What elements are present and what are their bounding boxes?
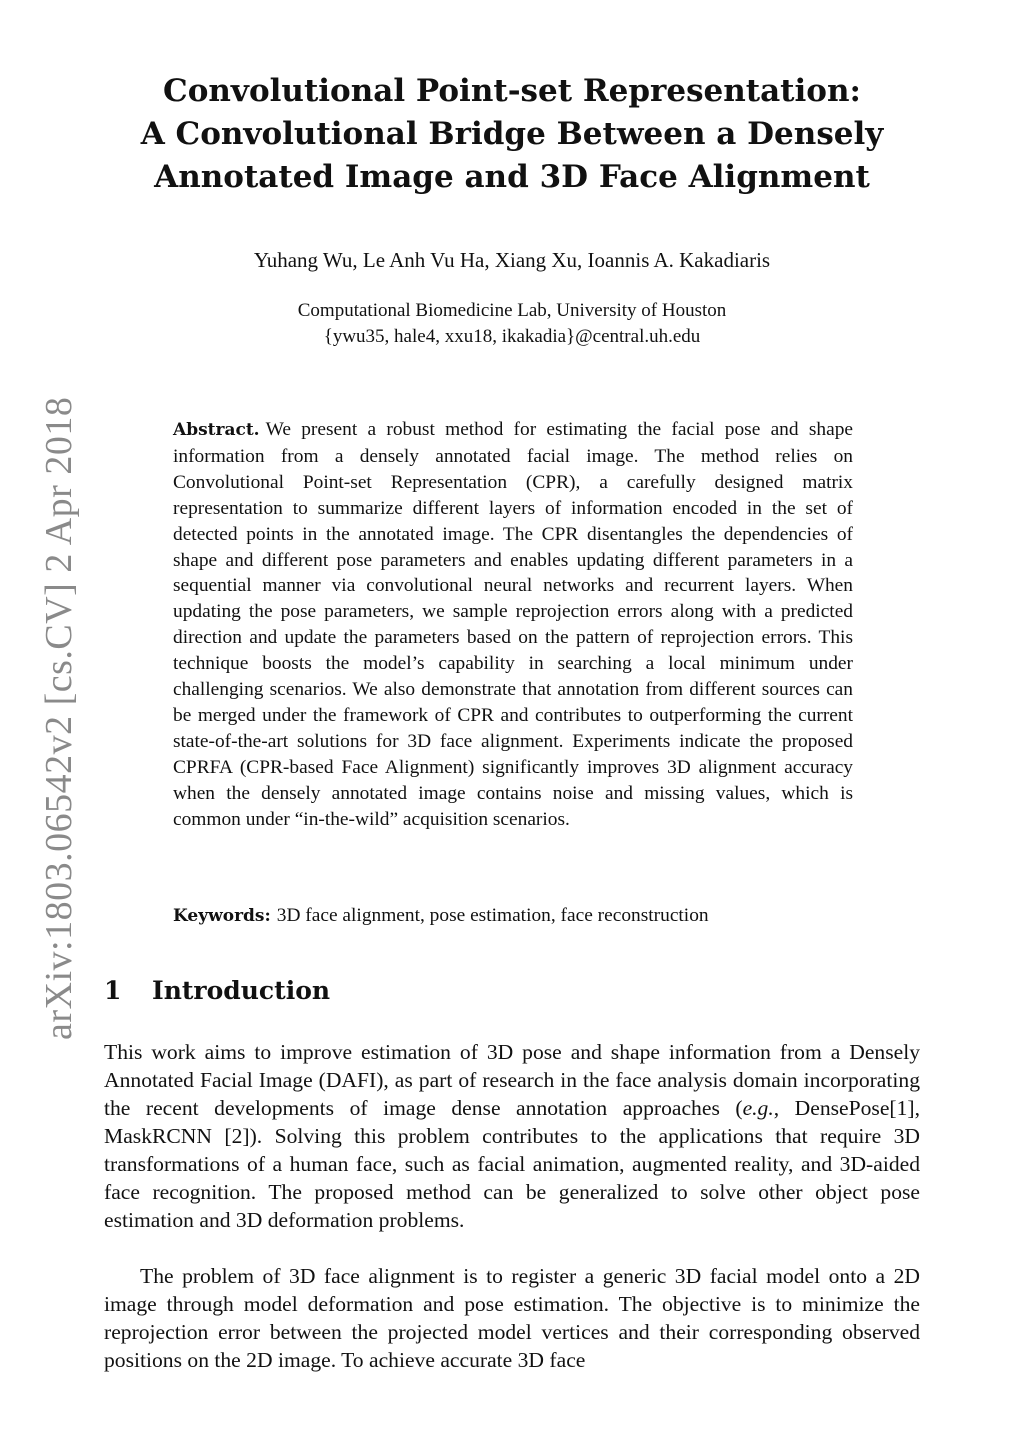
affiliation-block <box>100 298 924 350</box>
paragraph-1-eg: e.g. <box>742 1096 774 1120</box>
institution: Computational Biomedicine Lab, University of Houston <box>297 300 727 321</box>
author-emails: {ywu35, hale4, xxu18, ikakadia}@central.uh.edu <box>323 326 701 347</box>
keywords-text: 3D face alignment, pose estimation, face reconstruction <box>276 905 709 926</box>
author-list: Yuhang Wu, Le Anh Vu Ha, Xiang Xu, Ioannis A. Kakadiaris <box>253 248 771 272</box>
section-title: Introduction <box>152 976 331 1005</box>
keywords-label: Keywords: <box>173 906 271 926</box>
title-line-3: Annotated Image and 3D Face Alignment <box>154 159 870 195</box>
intro-paragraph-1 <box>104 1038 920 1234</box>
section-heading-introduction <box>104 976 330 1005</box>
keywords <box>173 903 853 929</box>
section-number: 1 <box>104 976 122 1005</box>
paragraph-1-text-a: This work aims to improve estimation of 3D pose and shape information from a Densely Annotated Facial Image (DAFI), as part of research in the face analysis domain incorporating the recent developments of image dense annotation approaches ( <box>104 1040 920 1120</box>
title-line-2: A Convolutional Bridge Between a Densely <box>140 116 884 152</box>
title-line-1: Convolutional Point-set Representation: <box>163 73 861 109</box>
paper-title <box>100 70 924 199</box>
abstract-text: We present a robust method for estimating the facial pose and shape information from a densely annotated facial image. The method relies on Convolutional Point-set Representation (CPR), a carefully designed matrix representation to summarize different layers of information encoded in the set of detected points in the annotated image. The CPR disentangles the dependencies of shape and different pose parameters and enables updating different parameters in a sequential manner via convolutional neural networks and recurrent layers. When updating the pose parameters, we sample reprojection errors along with a predicted direction and update the parameters based on the pattern of reprojection errors. This technique boosts the model’s capability in searching a local minimum under challenging scenarios. We also demonstrate that annotation from different sources can be merged under the framework of CPR and contributes to outperforming the current state-of-the-art solutions for 3D face alignment. Experiments indicate the proposed CPRFA (CPR-based Face Alignment) significantly improves 3D alignment accuracy when the densely annotated image contains noise and missing values, which is common under “in-the-wild” acquisition scenarios. <box>173 419 853 830</box>
abstract-label: Abstract. <box>173 420 260 440</box>
intro-paragraph-2: The problem of 3D face alignment is to register a generic 3D facial model onto a 2D image through model deformation and pose estimation. The objective is to minimize the reprojection error between the projected model vertices and their corresponding observed positions on the 2D image. To achieve accurate 3D face <box>104 1264 920 1372</box>
paragraph-1-text-b: , DensePose[1], MaskRCNN [2]). Solving this problem contributes to the applications that require 3D transformations of a human face, such as facial animation, augmented reality, and 3D-aided face recognition. The proposed method can be generalized to solve other object pose estimation and 3D deformation problems. <box>104 1096 920 1232</box>
arxiv-identifier-stamp: arXiv:1803.06542v2 [cs.CV] 2 Apr 2018 <box>38 396 80 1040</box>
abstract <box>173 417 853 833</box>
